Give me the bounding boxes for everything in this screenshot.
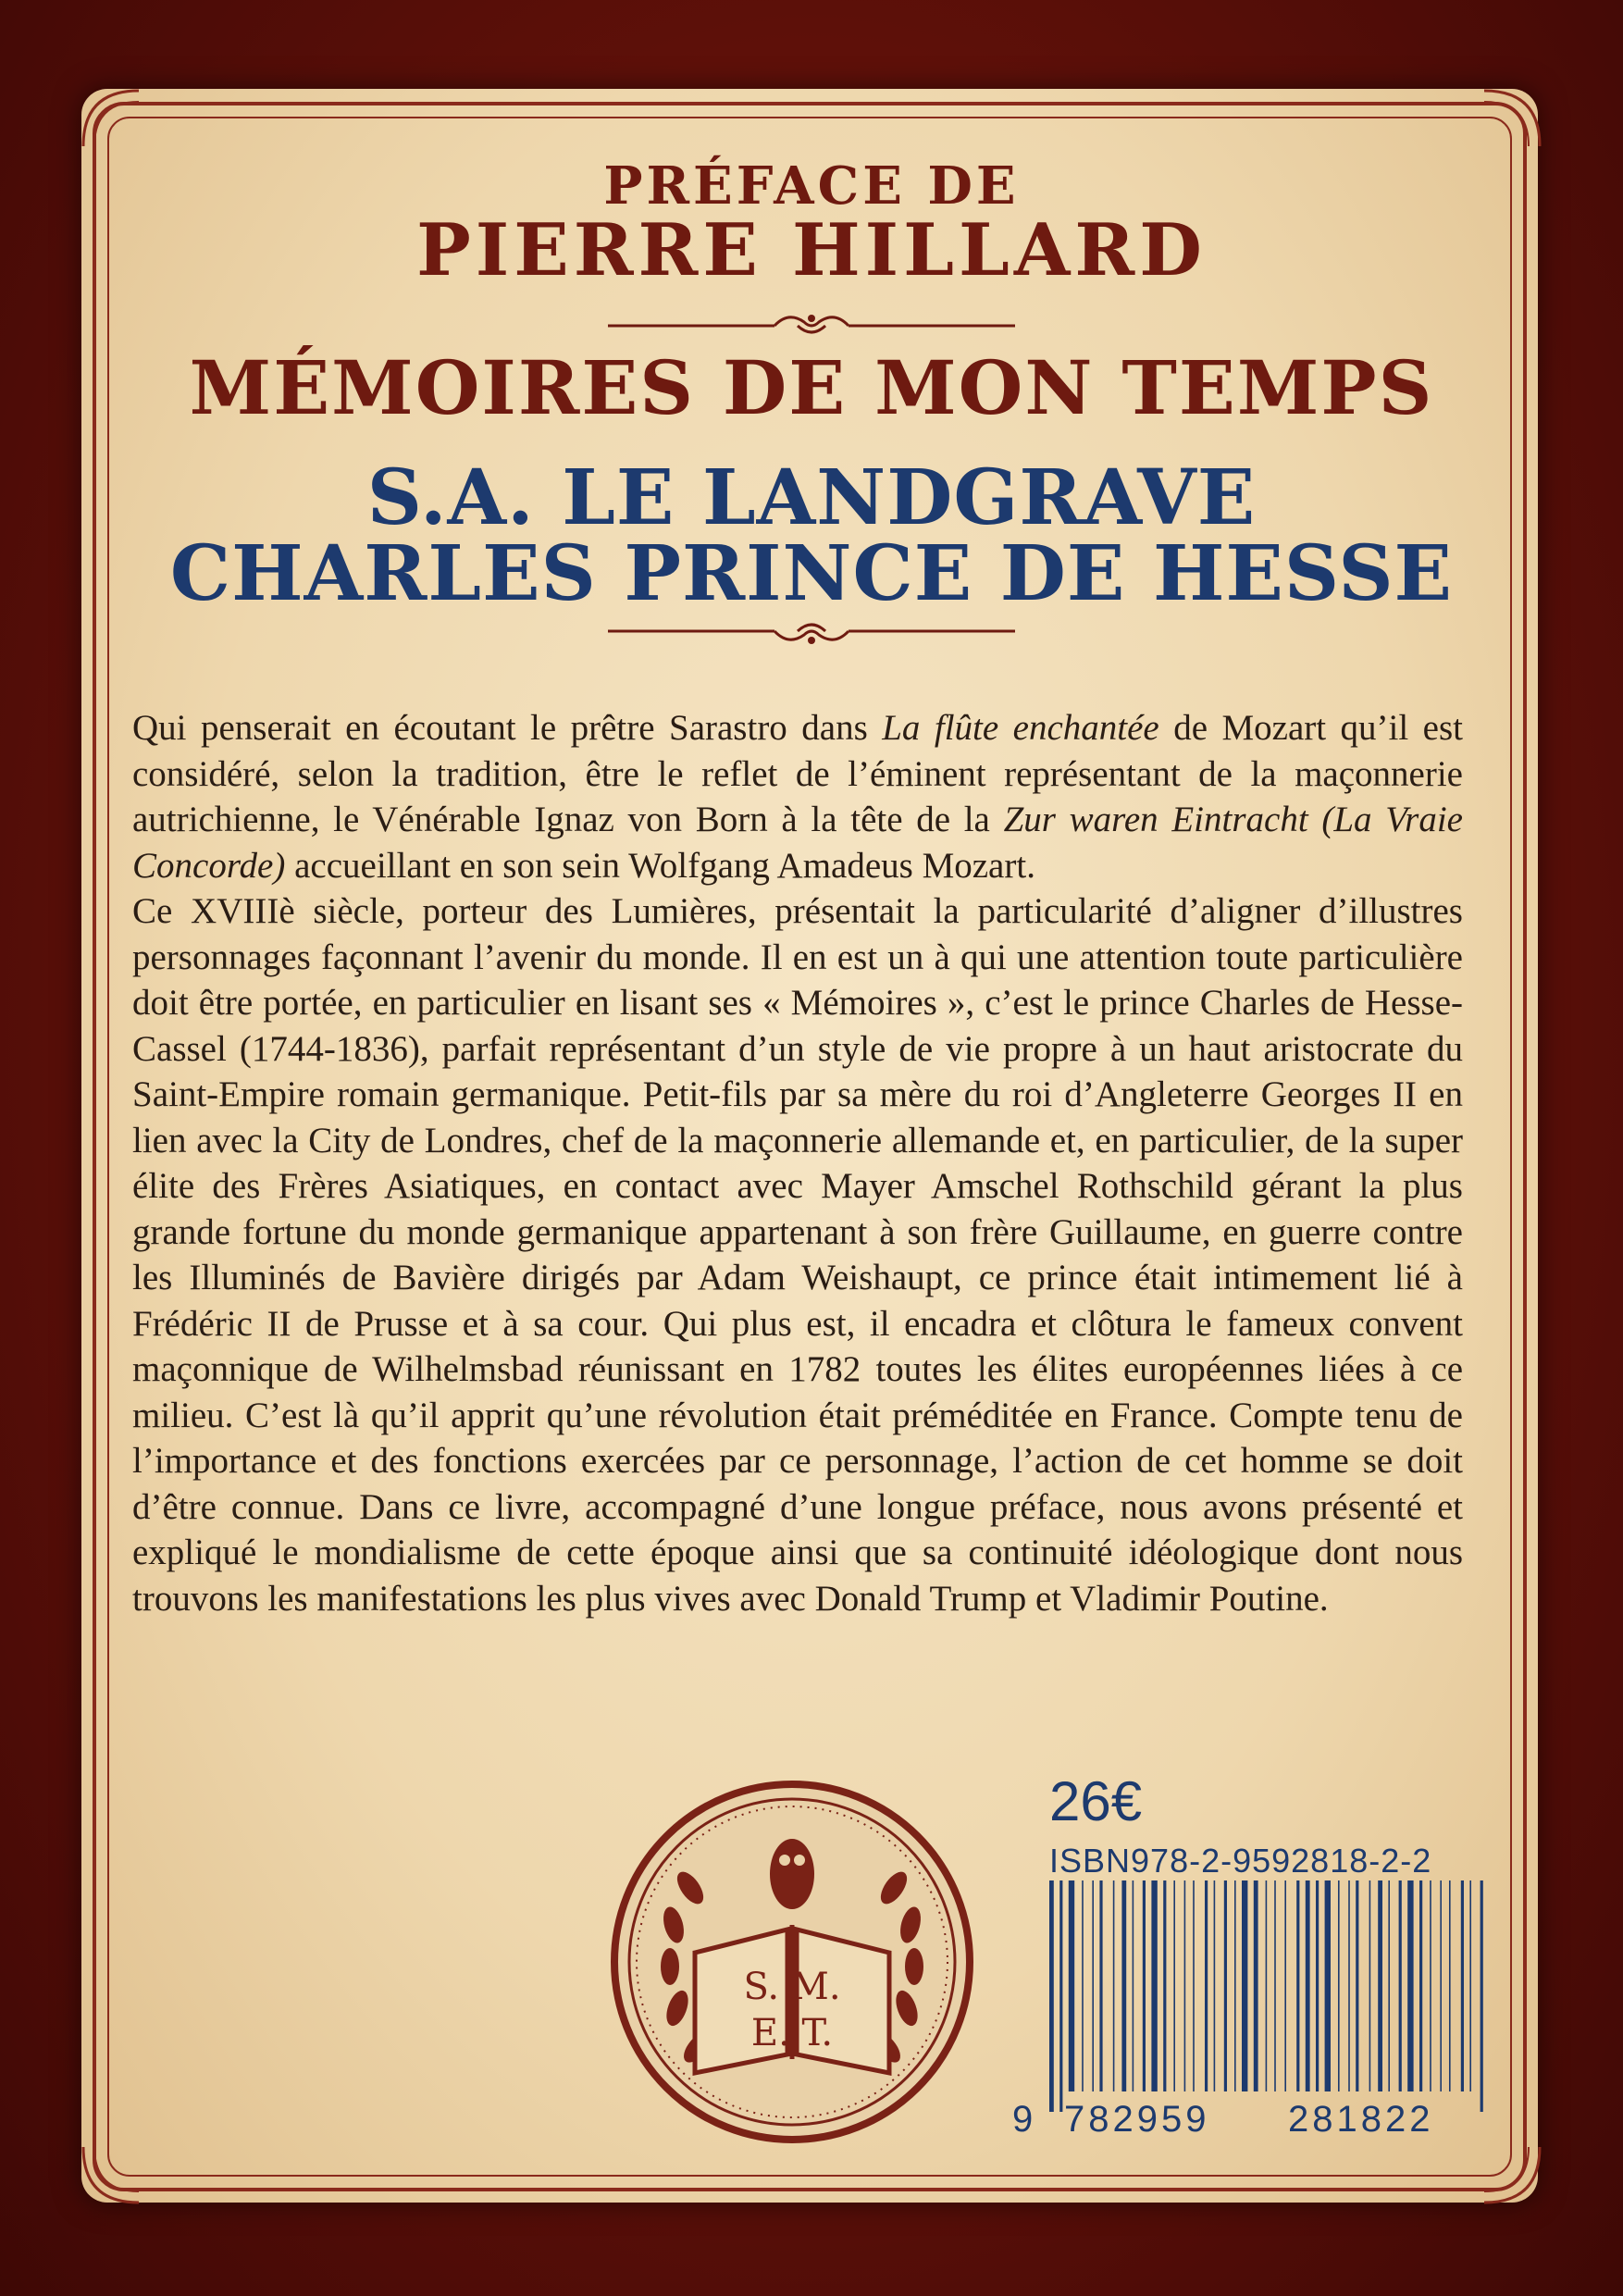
barcode-bar: [1049, 1880, 1054, 2112]
barcode-bar: [1284, 1880, 1286, 2091]
back-cover-blurb: [132, 705, 1463, 1621]
barcode-bar: [1378, 1880, 1382, 2091]
barcode-bar: [1461, 1880, 1464, 2091]
barcode-bar: [1469, 1880, 1471, 2091]
barcode-bar: [1092, 1880, 1094, 2091]
svg-text:E. T.: E. T.: [750, 2012, 834, 2054]
barcode-bar: [1113, 1880, 1115, 2091]
barcode-bar: [1069, 1880, 1074, 2091]
barcode-bar: [1369, 1880, 1371, 2091]
isbn-label: ISBN978-2-9592818-2-2: [1049, 1842, 1432, 1880]
barcode-bar: [1099, 1880, 1102, 2091]
barcode-digits-left: 782959: [1064, 2099, 1210, 2140]
preface-author: PIERRE HILLARD: [416, 208, 1207, 292]
corner-flourish-icon: [1475, 81, 1549, 155]
barcode-bar: [1163, 1880, 1166, 2091]
barcode-bar: [1306, 1880, 1310, 2091]
barcode-bar: [1133, 1880, 1134, 2091]
barcode-bar: [1082, 1880, 1084, 2091]
barcode-bar: [1274, 1880, 1276, 2091]
isbn-barcode: [1012, 1880, 1495, 2112]
barcode-bar: [1316, 1880, 1319, 2091]
scroll-ornament-icon: [589, 305, 1034, 342]
book-title: MÉMOIRES DE MON TEMPS: [189, 344, 1434, 431]
barcode-bar: [1338, 1880, 1340, 2091]
barcode-bar: [1449, 1880, 1451, 2091]
blurb-paragraph-1: Qui penserait en écoutant le prêtre Sarastro dans La flûte enchantée de Mozart qu’il est considéré, selon la tradition, être le reflet de l’éminent représentant de la maçonnerie autrichienne, le Vénérable Ignaz von Born à la tête de la Zur waren Eintracht (La Vraie Concorde) accueillant en son sein Wolfgang Amadeus Mozart.: [132, 708, 1463, 886]
barcode-bar: [1356, 1880, 1358, 2091]
barcode-bar: [1173, 1880, 1175, 2091]
barcode-digits-right: 281822: [1288, 2099, 1434, 2140]
barcode-bar: [1388, 1880, 1390, 2091]
preface-label: PRÉFACE DE: [603, 155, 1020, 217]
book-subtitle-line2: CHARLES PRINCE DE HESSE: [169, 529, 1454, 618]
barcode-bar: [1419, 1880, 1422, 2091]
barcode-digit-first: 9: [1012, 2099, 1034, 2140]
barcode-bar: [1481, 1880, 1483, 2112]
barcode-bar: [1407, 1880, 1413, 2091]
svg-text:S. M.: S. M.: [743, 1966, 841, 2008]
barcode-bar: [1059, 1880, 1062, 2112]
barcode-bar: [1151, 1880, 1157, 2091]
barcode-bar: [1348, 1880, 1350, 2091]
barcode-bar: [1214, 1880, 1216, 2091]
book-subtitle-line1: S.A. LE LANDGRAVE: [366, 453, 1257, 542]
barcode-bar: [1224, 1880, 1227, 2091]
barcode-bar: [1143, 1880, 1146, 2091]
corner-flourish-icon: [74, 2138, 148, 2212]
publisher-seal-logo: [607, 1777, 977, 2147]
barcode-bar: [1234, 1880, 1236, 2091]
barcode-bar: [1205, 1880, 1208, 2091]
barcode-bar: [1242, 1880, 1247, 2091]
barcode-bar: [1430, 1880, 1431, 2091]
barcode-bar: [1121, 1880, 1126, 2091]
price-label: 26€: [1049, 1770, 1143, 1832]
barcode-bar: [1254, 1880, 1258, 2091]
barcode-bar: [1266, 1880, 1268, 2091]
barcode-bar: [1193, 1880, 1195, 2091]
scroll-ornament-icon: [589, 618, 1034, 655]
corner-flourish-icon: [1475, 2138, 1549, 2212]
corner-flourish-icon: [74, 81, 148, 155]
barcode-bar: [1184, 1880, 1186, 2091]
barcode-bar: [1325, 1880, 1331, 2091]
barcode-bar: [1296, 1880, 1299, 2091]
blurb-paragraph-2: Ce XVIIIè siècle, porteur des Lumières, présentait la particularité d’aligner d’illustres personnages façonnant l’avenir du monde. Il en est un à qui une attention toute particulière doit être portée, en particulier en lisant ses « Mémoires », c’est le prince Charles de Hesse-Cassel (1744-1836), parfait représentant d’un style de vie propre à un haut aristocrate du Saint-Empire romain germanique. Petit-fils par sa mère du roi d’Angleterre Georges II en lien avec la City de Londres, chef de la maçonnerie allemande et, en particulier, de la super élite des Frères Asiatiques, en contact avec Mayer Amschel Rothschild gérant la plus grande fortune du monde germanique appartenant à son frère Guillaume, en guerre contre les Illuminés de Bavière dirigés par Adam Weishaupt, ce prince était intimement lié à Frédéric II de Prusse et à sa cour. Qui plus est, il encadra et clôtura le fameux convent maçonnique de Wilhelmsbad réunissant en 1782 toutes les élites européennes liées à ce milieu. C’est là qu’il apprit qu’une révolution était préméditée en France. Compte tenu de l’importance et des fonctions exercées par ce personnage, l’action de cet homme se doit d’être connue. Dans ce livre, accompagné d’une longue préface, nous avons présenté et expliqué le mondialisme de cette époque ainsi que sa continuité idéologique dont nous trouvons les manifestations les plus vives avec Donald Trump et Vladimir Poutine.: [132, 891, 1463, 1619]
barcode-bar: [1440, 1880, 1442, 2091]
barcode-bar: [1399, 1880, 1402, 2091]
